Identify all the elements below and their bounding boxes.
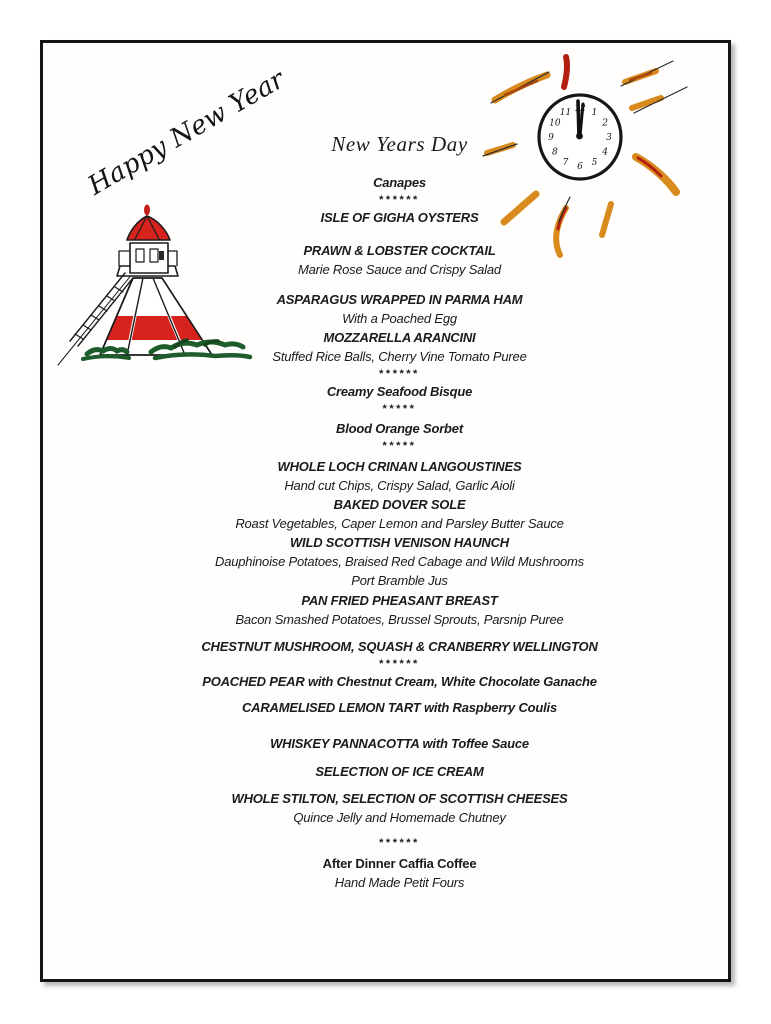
menu-line: BAKED DOVER SOLE	[333, 497, 466, 512]
menu-line: Port Bramble Jus	[351, 573, 448, 588]
menu-line: CARAMELISED LEMON TART with Raspberry Coulis	[241, 700, 558, 715]
menu-line: After Dinner Caffia Coffee	[322, 856, 477, 871]
menu-line: Bacon Smashed Potatoes, Brussel Sprouts, Parsnip Puree	[235, 612, 564, 627]
menu-line: CHESTNUT MUSHROOM, SQUASH & CRANBERRY WELLINGTON	[201, 639, 598, 654]
handwriting-greeting: Happy New Year	[83, 64, 290, 202]
clock-number: 3	[606, 133, 612, 143]
menu-line: WHISKEY PANNACOTTA with Toffee Sauce	[270, 736, 529, 751]
scanned-menu-page	[40, 40, 731, 982]
menu-line: *****	[382, 403, 417, 415]
menu-line: Creamy Seafood Bisque	[326, 384, 473, 399]
menu-column	[43, 43, 728, 892]
menu-line: *****	[382, 440, 417, 452]
menu-line: WHOLE STILTON, SELECTION OF SCOTTISH CHEESES	[231, 791, 568, 806]
menu-line: ******	[379, 837, 420, 849]
menu-line: Dauphinoise Potatoes, Braised Red Cabage and Wild Mushrooms	[215, 554, 584, 569]
menu-line: ******	[379, 368, 420, 380]
menu-line: MOZZARELLA ARANCINI	[323, 330, 476, 345]
menu-line: PAN FRIED PHEASANT BREAST	[301, 593, 498, 608]
menu-line: ******	[379, 194, 420, 206]
menu-line: ASPARAGUS WRAPPED IN PARMA HAM	[276, 292, 523, 307]
menu-line: WHOLE LOCH CRINAN LANGOUSTINES	[277, 459, 522, 474]
clock-number: 8	[552, 147, 558, 158]
menu-line: Quince Jelly and Homemade Chutney	[293, 810, 506, 825]
menu-lines	[71, 173, 728, 892]
clock-number: 1	[591, 107, 598, 118]
menu-line: Hand Made Petit Fours	[334, 875, 465, 890]
clock-number: 5	[591, 158, 598, 169]
menu-line: ******	[379, 658, 420, 670]
menu-title: New Years Day	[331, 132, 468, 156]
menu-line: With a Poached Egg	[342, 311, 457, 326]
menu-line: WILD SCOTTISH VENISON HAUNCH	[289, 535, 509, 550]
clock-number: 10	[549, 118, 561, 129]
menu-line: Blood Orange Sorbet	[336, 421, 463, 436]
menu-line: Canapes	[373, 175, 426, 190]
menu-line: ISLE OF GIGHA OYSTERS	[320, 210, 479, 225]
menu-line: Hand cut Chips, Crispy Salad, Garlic Aioli	[284, 478, 515, 493]
menu-line: Marie Rose Sauce and Crispy Salad	[298, 262, 501, 277]
menu-line: SELECTION OF ICE CREAM	[315, 764, 484, 779]
clock-number: 7	[562, 158, 569, 169]
menu-line: PRAWN & LOBSTER COCKTAIL	[303, 243, 496, 258]
menu-line: Stuffed Rice Balls, Cherry Vine Tomato Puree	[272, 349, 527, 364]
menu-line: Roast Vegetables, Caper Lemon and Parsley Butter Sauce	[235, 516, 564, 531]
clock-number: 12	[574, 104, 586, 114]
clock-number: 6	[577, 162, 583, 172]
clock-number: 9	[548, 133, 554, 143]
clock-number: 2	[602, 118, 608, 129]
menu-line: POACHED PEAR with Chestnut Cream, White Chocolate Ganache	[202, 674, 597, 689]
clock-number: 11	[559, 107, 572, 118]
clock-number: 4	[602, 147, 608, 158]
